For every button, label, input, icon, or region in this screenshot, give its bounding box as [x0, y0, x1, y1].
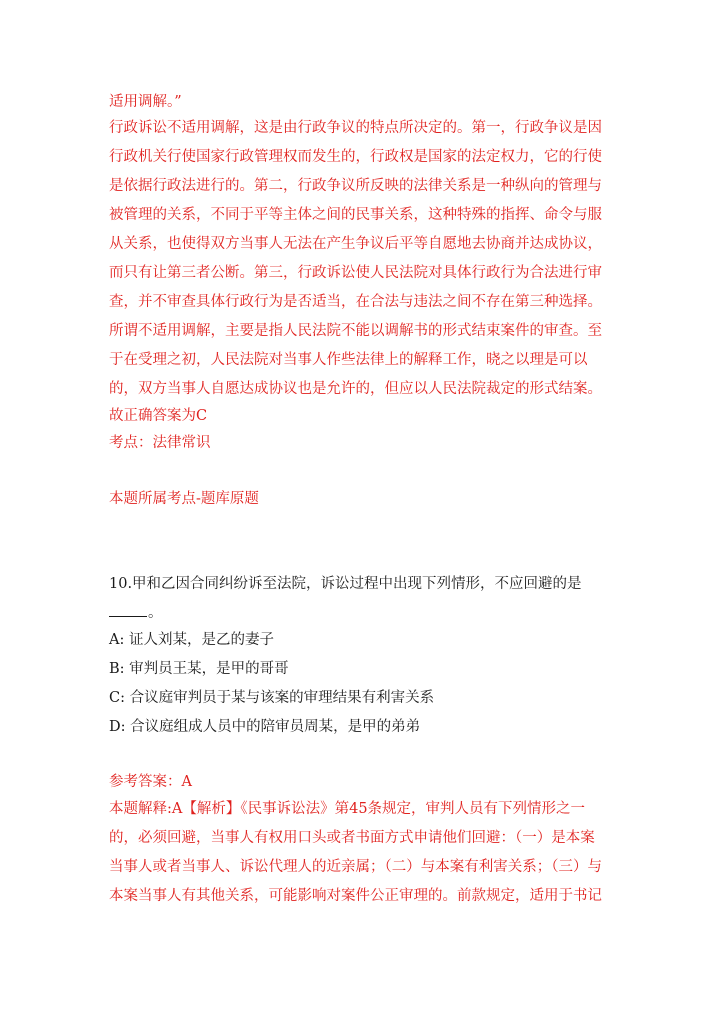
answer-explanation-line: 本题解释:A【解析】《民事诉讼法》第45条规定，审判人员有下列情形之一 [109, 801, 586, 817]
explanation-line: 查，并不审查具体行政行为是否适当，在合法与违法之间不存在第三种选择。 [109, 294, 602, 310]
explanation-line: 从关系，也使得双方当事人无法在产生争议后平等自愿地去协商并达成协议， [109, 236, 602, 252]
explanation-line: 行政诉讼不适用调解，这是由行政争议的特点所决定的。第一，行政争议是因 [109, 120, 602, 136]
answer-blank [109, 602, 147, 617]
answer-explanation-line: 本案当事人有其他关系，可能影响对案件公正审理的。前款规定，适用于书记 [109, 888, 602, 904]
option-c: C: 合议庭审判员于某与该案的审理结果有利害关系 [109, 690, 435, 706]
kaodian-label: 考点：法律常识 [109, 435, 211, 451]
question-stem-blank-line [109, 602, 609, 623]
explanation-line: 行政机关行使国家行政管理权而发生的，行政权是国家的法定权力，它的行使 [109, 149, 602, 165]
correct-answer-note: 故正确答案为C [109, 408, 208, 424]
option-d: D: 合议庭组成人员中的陪审员周某，是甲的弟弟 [109, 719, 421, 735]
explanation-line: 是依据行政法进行的。第二，行政争议所反映的法律关系是一种纵向的管理与 [109, 178, 602, 194]
explanation-line: 于在受理之初，人民法院对当事人作些法律上的解释工作，晓之以理是可以 [109, 352, 588, 368]
explanation-line: 被管理的关系，不同于平等主体之间的民事关系，这种特殊的指挥、命令与服 [109, 207, 602, 223]
explanation-line: 而只有让第三者公断。第三，行政诉讼使人民法院对具体行政行为合法进行审 [109, 265, 602, 281]
answer-explanation-line: 的，必须回避，当事人有权用口头或者书面方式申请他们回避：（一）是本案 [109, 830, 595, 846]
reference-answer: 参考答案：A [109, 774, 192, 790]
question-stem: 10.甲和乙因合同纠纷诉至法院，诉讼过程中出现下列情形，不应回避的是 [109, 576, 582, 592]
option-b: B: 审判员王某，是甲的哥哥 [109, 661, 289, 677]
category-label: 本题所属考点-题库原题 [109, 491, 259, 507]
option-a: A: 证人刘某，是乙的妻子 [109, 632, 274, 648]
explanation-line: 适用调解。” [109, 94, 182, 110]
answer-explanation-line: 当事人或者当事人、诉讼代理人的近亲属；（二）与本案有利害关系；（三）与 [109, 859, 602, 875]
explanation-line: 所谓不适用调解，主要是指人民法院不能以调解书的形式结束案件的审查。至 [109, 323, 602, 339]
explanation-line: 的，双方当事人自愿达成协议也是允许的，但应以人民法院裁定的形式结案。 [109, 381, 602, 397]
question-stem-suffix: 。 [148, 605, 163, 621]
